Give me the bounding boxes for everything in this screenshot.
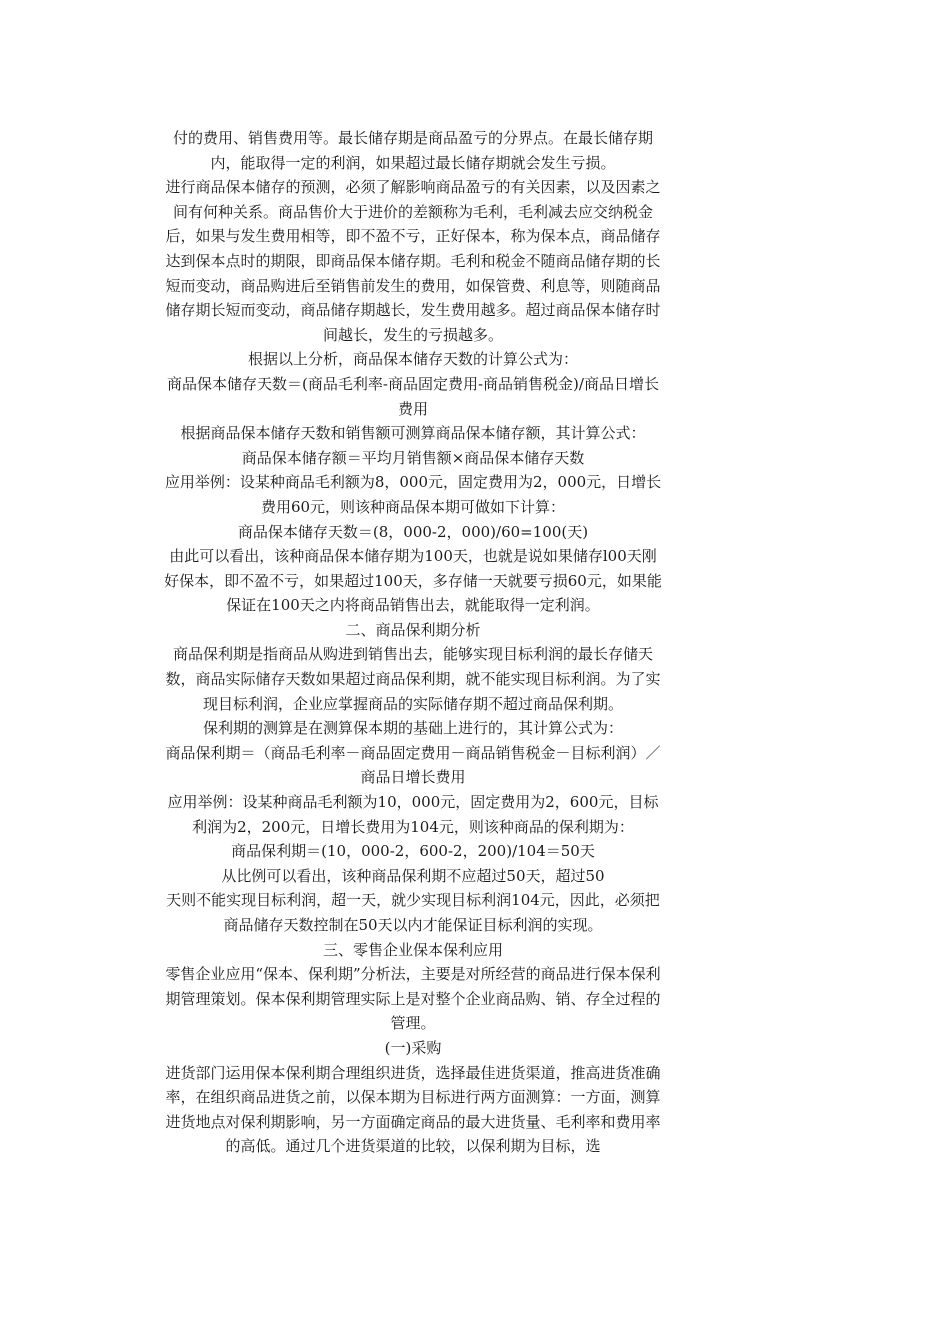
formula-profit-period: 商品保利期＝（商品毛利率－商品固定费用－商品销售税金－目标利润）／商品日增长费用 — [165, 743, 661, 787]
paragraph-example-1-conclusion: 由此可以看出，该种商品保本储存期为100天，也就是说如果储存l00天刚好保本，即不盈不亏，如果超过100天，多存储一天就要亏损60元，如果能保证在100天之内将商品销售出去，就能取得一定利润。 — [164, 547, 662, 615]
paragraph-breakeven-amount-intro: 根据商品保本储存天数和销售额可测算商品保本储存额，其计算公式： — [180, 424, 646, 443]
paragraph-longest-storage: 付的费用、销售费用等。最长储存期是商品盈亏的分界点。在最长储存期内，能取得一定的利润，如果超过最长储存期就会发生亏损。 — [172, 129, 653, 172]
paragraph-example-2-conclusion-a: 从比例可以看出，该种商品保利期不应超过50天，超过50 — [221, 866, 605, 885]
formula-example-1: 商品保本储存天数＝(8，000-2，000)/60=100(天) — [237, 522, 589, 541]
section-heading-3: 三、零售企业保本保利应用 — [322, 940, 503, 959]
paragraph-profit-formula-intro: 保利期的测算是在测算保本期的基础上进行的，其计算公式为： — [202, 719, 623, 738]
paragraph-formula-intro: 根据以上分析，商品保本储存天数的计算公式为： — [247, 350, 578, 369]
formula-breakeven-days: 商品保本储存天数＝(商品毛利率-商品固定费用-商品销售税金)/商品日增长费用 — [167, 374, 659, 418]
paragraph-example-1: 应用举例：设某种商品毛利额为8，000元，固定费用为2，000元，日增长费用60元，则该种商品保本期可做如下计算： — [164, 473, 662, 516]
paragraph-profit-period-definition: 商品保利期是指商品从购进到销售出去，能够实现目标利润的最长存储天数，商品实际储存天数如果超过商品保利期，就不能实现目标利润。为了实现目标利润，企业应掌握商品的实际储存期不超过商品保利期。 — [165, 645, 661, 713]
formula-example-2: 商品保利期＝(10，000-2，600-2，200)/104＝50天 — [231, 842, 595, 861]
paragraph-example-2: 应用举例：设某种商品毛利额为10，000元，固定费用为2，600元，目标利润为2，200元，日增长费用为104元，则该种商品的保利期为： — [167, 793, 659, 836]
paragraph-retail-application: 零售企业应用“保本、保利期”分析法，主要是对所经营的商品进行保本保利期管理策划。保本保利期管理实际上是对整个企业商品购、销、存全过程的管理。 — [165, 965, 661, 1033]
subsection-heading-purchasing: (一)采购 — [384, 1038, 442, 1057]
paragraph-purchasing: 进货部门运用保本保利期合理组织进货，选择最佳进货渠道，推高进货准确率，在组织商品进货之前，以保本期为目标进行两方面测算：一方面，测算进货地点对保利期影响，另一方面确定商品的最大进货量、毛利率和费用率的高低。通过几个进货渠道的比较，以保利期为目标，选 — [165, 1063, 661, 1156]
section-heading-2: 二、商品保利期分析 — [345, 620, 481, 639]
paragraph-example-2-conclusion-b: 天则不能实现目标利润，超一天，就少实现目标利润104元，因此，必须把商品储存天数控制在50天以内才能保证目标利润的实现。 — [166, 891, 660, 934]
paragraph-breakeven-factors: 进行商品保本储存的预测，必须了解影响商品盈亏的有关因素，以及因素之间有何种关系。商品售价大于进价的差额称为毛利，毛利减去应交纳税金后，如果与发生费用相等，即不盈不亏，正好保本，称为保本点，商品储存达到保本点时的期限，即商品保本储存期。毛利和税金不随商品储存期的长短而变动，商品购进后至销售前发生的费用，如保管费、利息等，则随商品储存期长短而变动，商品储存期越长，发生费用越多。超过商品保本储存时间越长，发生的亏损越多。 — [165, 178, 661, 344]
formula-breakeven-amount: 商品保本储存额＝平均月销售额×商品保本储存天数 — [241, 448, 585, 467]
document-page — [163, 126, 663, 1159]
